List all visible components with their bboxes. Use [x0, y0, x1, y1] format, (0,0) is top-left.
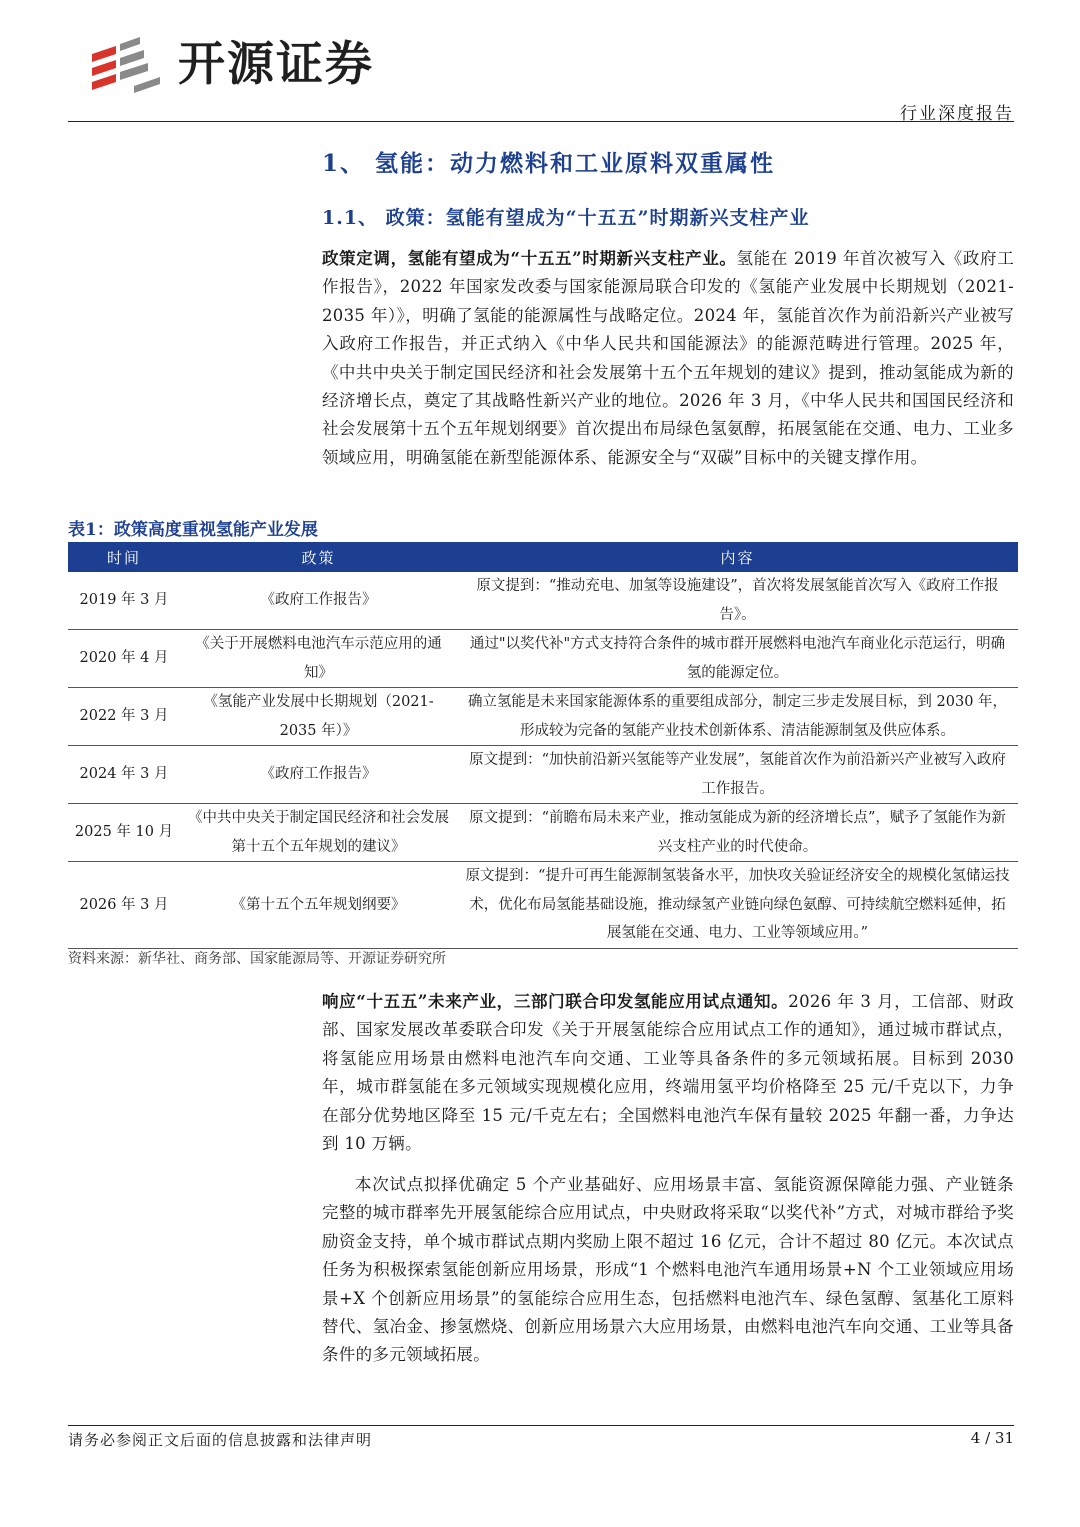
- table-row: [68, 630, 1018, 688]
- policy-table: [68, 542, 1018, 949]
- cell-content: 确立氢能是未来国家能源体系的重要组成部分，制定三步走发展目标，到 2030 年，形成较为完备的氢能产业技术创新体系、清洁能源制氢及供应体系。: [457, 688, 1018, 746]
- column-header-time: 时间: [68, 542, 180, 572]
- cell-time: 2019 年 3 月: [68, 572, 180, 630]
- table-row: [68, 804, 1018, 862]
- paragraph-pilot: [322, 988, 1014, 1158]
- report-type: 行业深度报告: [900, 104, 1014, 124]
- cell-time: 2022 年 3 月: [68, 688, 180, 746]
- cell-policy: 《政府工作报告》: [180, 572, 457, 630]
- page-number: 4 / 31: [970, 1429, 1014, 1447]
- cell-policy: 《中共中央关于制定国民经济和社会发展第十五个五年规划的建议》: [180, 804, 457, 862]
- cell-time: 2026 年 3 月: [68, 862, 180, 949]
- logo-mark-icon: [88, 34, 170, 96]
- cell-content: 原文提到：“前瞻布局未来产业，推动氢能成为新的经济增长点”，赋予了氢能作为新兴支柱产业的时代使命。: [457, 804, 1018, 862]
- cell-policy: 《政府工作报告》: [180, 746, 457, 804]
- brand-name: 开源证券: [178, 37, 374, 92]
- footer-disclaimer: 请务必参阅正文后面的信息披露和法律声明: [68, 1431, 373, 1449]
- cell-content: 原文提到：“提升可再生能源制氢装备水平，加快攻关验证经济安全的规模化氢储运技术，优化布局氢能基础设施，推动绿氢产业链向绿色氨醇、可持续航空燃料延伸，拓展氢能在交通、电力、工业等领域应用。”: [457, 862, 1018, 949]
- table-header-row: [68, 542, 1018, 572]
- paragraph-policy: [322, 245, 1014, 472]
- company-logo: [88, 34, 170, 96]
- paragraph-lead: 政策定调，氢能有望成为“十五五”时期新兴支柱产业。: [322, 249, 737, 268]
- header-divider: [68, 121, 1014, 122]
- cell-time: 2020 年 4 月: [68, 630, 180, 688]
- table-row: [68, 572, 1018, 630]
- cell-content: 通过"以奖代补"方式支持符合条件的城市群开展燃料电池汽车商业化示范运行，明确氢的能源定位。: [457, 630, 1018, 688]
- table-row: [68, 862, 1018, 949]
- cell-policy: 《第十五个五年规划纲要》: [180, 862, 457, 949]
- cell-time: 2025 年 10 月: [68, 804, 180, 862]
- cell-content: 原文提到：“推动充电、加氢等设施建设”，首次将发展氢能首次写入《政府工作报告》。: [457, 572, 1018, 630]
- cell-time: 2024 年 3 月: [68, 746, 180, 804]
- table-row: [68, 688, 1018, 746]
- paragraph-body: 氢能在 2019 年首次被写入《政府工作报告》，2022 年国家发改委与国家能源局联合印发的《氢能产业发展中长期规划（2021-2035 年）》，明确了氢能的能源属性与战略定位。2024 年，氢能首次作为前沿新兴产业被写入政府工作报告，并正式纳入《中华人民共和国能源法》的能源范畴进行管理。2025 年，《中共中央关于制定国民经济和社会发展第十五个五年规划的建议》提到，推动氢能成为新的经济增长点，奠定了其战略性新兴产业的地位。2026 年 3 月，《中华人民共和国国民经济和社会发展第十五个五年规划纲要》首次提出布局绿色氢氨醇，拓展氢能在交通、电力、工业多领域应用，明确氢能在新型能源体系、能源安全与“双碳”目标中的关键支撑作用。: [322, 249, 1014, 467]
- table-source: 资料来源：新华社、商务部、国家能源局等、开源证券研究所: [68, 951, 446, 967]
- paragraph-body: 2026 年 3 月，工信部、财政部、国家发展改革委联合印发《关于开展氢能综合应用试点工作的通知》，通过城市群试点，将氢能应用场景由燃料电池汽车向交通、工业等具备条件的多元领域拓展。目标到 2030 年，城市群氢能在多元领域实现规模化应用，终端用氢平均价格降至 25 元/千克以下，力争在部分优势地区降至 15 元/千克左右；全国燃料电池汽车保有量较 2025 年翻一番，力争达到 10 万辆。: [322, 992, 1014, 1154]
- paragraph-body: 本次试点拟择优确定 5 个产业基础好、应用场景丰富、氢能资源保障能力强、产业链条完整的城市群率先开展氢能综合应用试点，中央财政将采取“以奖代补”方式，对城市群给予奖励资金支持，单个城市群试点期内奖励上限不超过 16 亿元，合计不超过 80 亿元。本次试点任务为积极探索氢能创新应用场景，形成“1 个燃料电池汽车通用场景+N 个工业领域应用场景+X 个创新应用场景”的氢能综合应用生态，包括燃料电池汽车、绿色氢醇、氢基化工原料替代、氢冶金、掺氢燃烧、创新应用场景六大应用场景，由燃料电池汽车向交通、工业等具备条件的多元领域拓展。: [322, 1175, 1014, 1365]
- column-header-content: 内容: [457, 542, 1018, 572]
- footer-divider: [68, 1425, 1014, 1426]
- table-row: [68, 746, 1018, 804]
- cell-policy: 《氢能产业发展中长期规划（2021-2035 年）》: [180, 688, 457, 746]
- paragraph-lead: 响应“十五五”未来产业，三部门联合印发氢能应用试点通知。: [322, 992, 789, 1011]
- section-heading: 1、 氢能：动力燃料和工业原料双重属性: [322, 150, 776, 177]
- table-title: 表1：政策高度重视氢能产业发展: [68, 520, 318, 540]
- cell-content: 原文提到：“加快前沿新兴氢能等产业发展”，氢能首次作为前沿新兴产业被写入政府工作报告。: [457, 746, 1018, 804]
- cell-policy: 《关于开展燃料电池汽车示范应用的通知》: [180, 630, 457, 688]
- paragraph-pilot-details: [322, 1171, 1014, 1370]
- column-header-policy: 政策: [180, 542, 457, 572]
- subsection-heading: 1.1、 政策：氢能有望成为“十五五”时期新兴支柱产业: [322, 207, 810, 229]
